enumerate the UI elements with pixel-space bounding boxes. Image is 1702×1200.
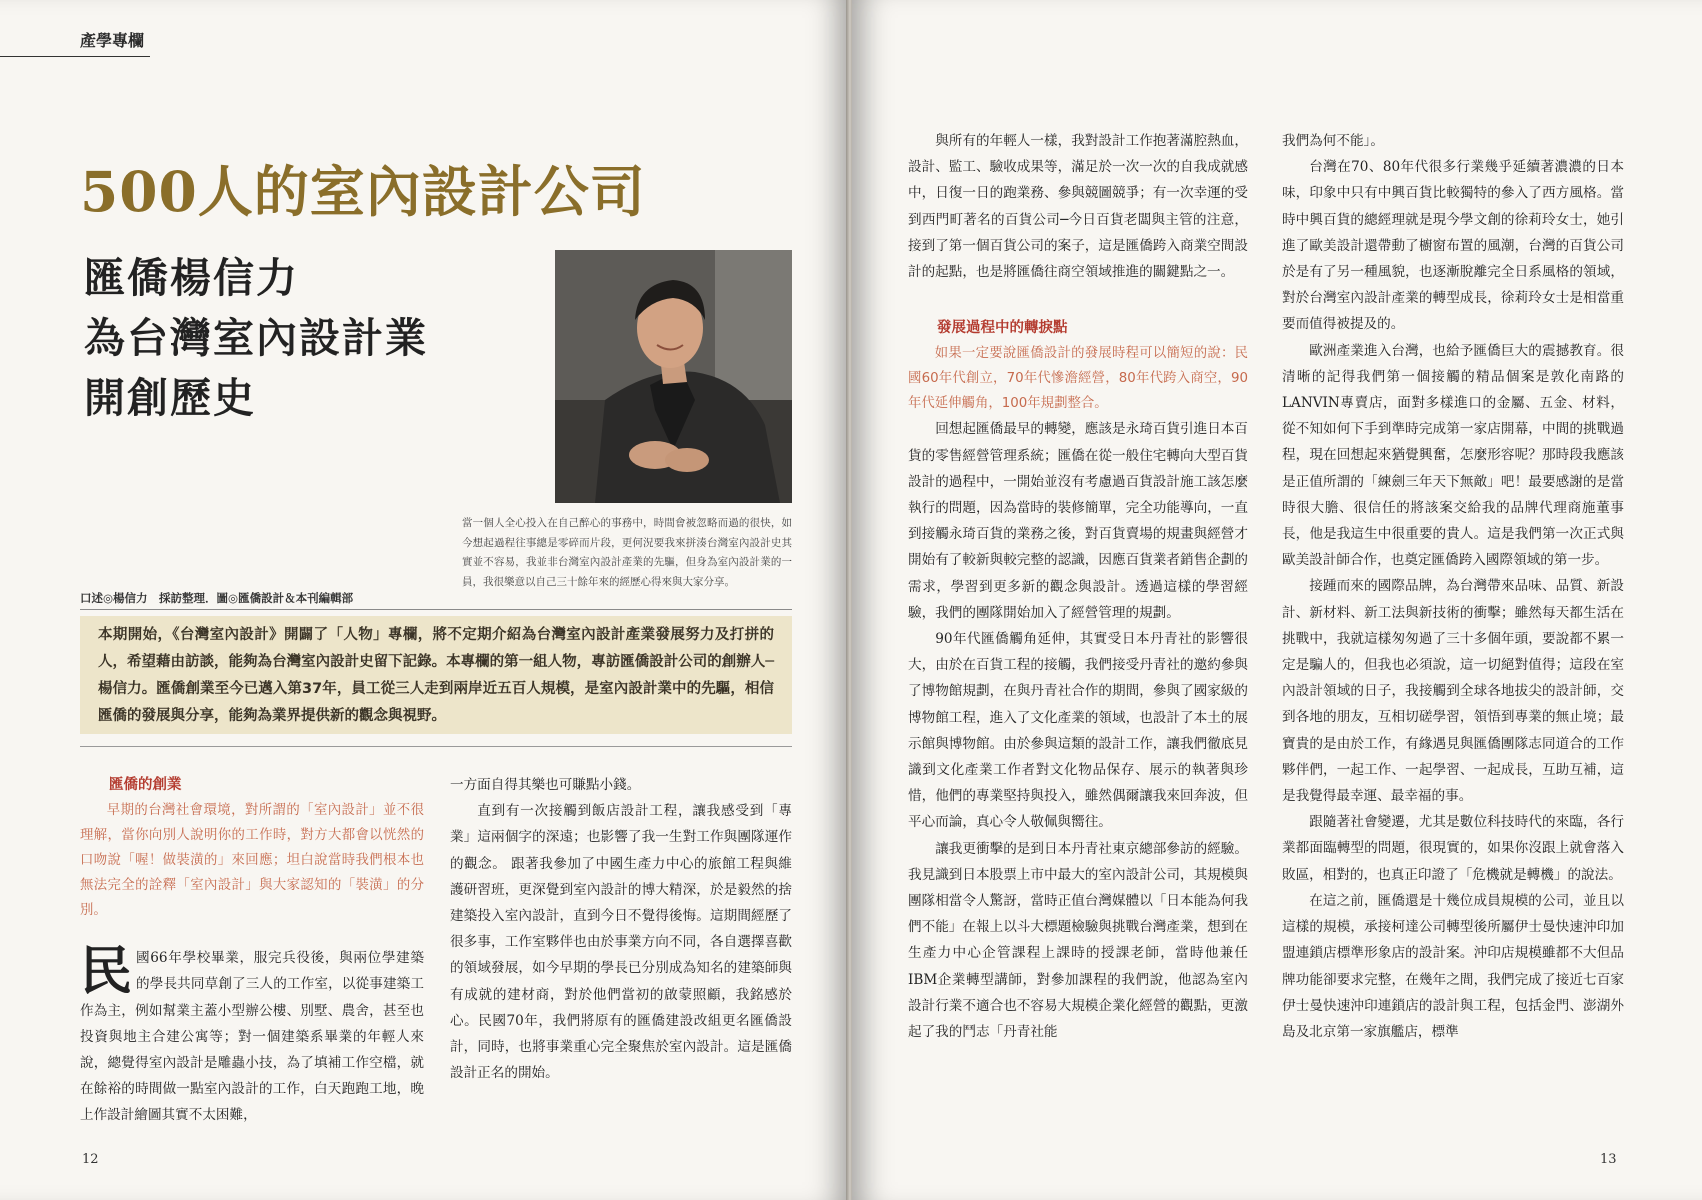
section-heading: 匯僑的創業	[109, 777, 182, 793]
intro-box: 本期開始，《台灣室內設計》開闢了「人物」專欄，將不定期介紹為台灣室內設計產業發展努力及打拼的人，希望藉由訪談，能夠為台灣室內設計史留下記錄。本專欄的第一組人物，專訪匯僑設計公司的創辦人─楊信力。匯僑創業至今已邁入第37年，員工從三人走到兩岸近五百人規模，是室內設計業中的先驅，相信匯僑的發展與分享，能夠為業界提供新的觀念與視野。	[80, 616, 792, 734]
left-column-2	[450, 772, 792, 1086]
lead-paragraph: 早期的台灣社會環境，對所謂的「室內設計」並不很理解，當你向別人說明你的工作時，對方大都會以恍然的口吻說「喔！做裝潢的」來回應；坦白說當時我們根本也無法完全的詮釋「室內設計」與大家認知的「裝潢」的分別。	[80, 803, 424, 919]
body-paragraph: 直到有一次接觸到飯店設計工程，讓我感受到「專業」這兩個字的深遠；也影響了我一生對工作與團隊運作的觀念。 跟著我參加了中國生產力中心的旅館工程與維護研習班，更深覺到室內設計的博大精深，於是毅然的捨建築投入室內設計，直到今日不覺得後悔。這期間經歷了很多事，工作室夥伴也由於事業方向不同，各自選擇喜歡的領域發展，如今早期的學長已分別成為知名的建築師與有成就的建材商，對於他們當初的啟蒙照顧，我銘感於心。民國70年，我們將原有的匯僑建設改組更名匯僑設計，同時，也將事業重心完全聚焦於室內設計。這是匯僑設計正名的開始。	[450, 803, 792, 1082]
section-rule	[0, 56, 150, 57]
portrait-photo	[555, 250, 792, 503]
box-rule	[80, 746, 792, 747]
credit-rule	[80, 609, 792, 610]
right-column-2	[1282, 128, 1624, 1045]
drop-cap: 民	[80, 941, 133, 1003]
subtitle-line-1: 匯僑楊信力	[84, 254, 299, 302]
left-column-1	[80, 772, 424, 1129]
lead-paragraph: 如果一定要說匯僑設計的發展時程可以簡短的說：民國60年代創立，70年代慘澹經營，80年代跨入商空，90年代延伸觸角，100年規劃整合。	[908, 346, 1248, 412]
body-paragraph: 讓我更衝擊的是到日本丹青社東京總部參訪的經驗。我見識到日本股票上市中最大的室內設計公司，其規模與團隊相當令人驚訝，當時正值台灣媒體以「日本能為何我們不能」在報上以斗大標題檢驗與挑戰台灣產業，想到在生產力中心企管課程上課時的授課老師，當時他兼任IBM企業轉型講師，對參加課程的我們說，他認為室內設計行業不適合也不容易大規模企業化經營的觀點，更激起了我的鬥志「丹青社能	[908, 840, 1248, 1041]
section-label: 產學專欄	[80, 31, 145, 50]
body-paragraph: 與所有的年輕人一樣，我對設計工作抱著滿腔熱血，設計、監工、驗收成果等，滿足於一次一次的自我成就感中，日復一日的跑業務、參與競圖競爭；有一次幸運的受到西門町著名的百貨公司─今日百貨老闆與主管的注意，接到了第一個百貨公司的案子，這是匯僑跨入商業空間設計的起點，也是將匯僑往商空領域推進的關鍵點之一。	[908, 133, 1248, 281]
credits: 口述◎楊信力 採訪整理．圖◎匯僑設計＆本刊編輯部	[80, 591, 354, 605]
body-paragraph: 一方面自得其樂也可賺點小錢。	[450, 777, 641, 793]
body-paragraph: 我們為何不能」。	[1282, 133, 1384, 149]
body-paragraph	[80, 941, 424, 1128]
page-number: 12	[82, 1152, 99, 1167]
body-paragraph: 接踵而來的國際品牌，為台灣帶來品味、品質、新設計、新材料、新工法與新技術的衝擊；雖然每天都生活在挑戰中，我就這樣匆匆過了三十多個年頭，要說都不累一定是騙人的，但我也必須說，這一切絕對值得；這段在室內設計領域的日子，我接觸到全球各地拔尖的設計師，交到各地的朋友，互相切磋學習，領悟到專業的無止境；最寶貴的是由於工作，有緣遇見與匯僑團隊志同道合的工作夥伴們，一起工作、一起學習、一起成長，互助互補，這是我覺得最幸運、最幸福的事。	[1282, 578, 1624, 805]
body-paragraph: 台灣在70、80年代很多行業幾乎延續著濃濃的日本味，印象中只有中興百貨比較獨特的參入了西方風格。當時中興百貨的總經理就是現今學文創的徐莉玲女士，她引進了歐美設計還帶動了櫥窗布置的風潮，台灣的百貨公司於是有了另一種風貌，也逐漸脫離完全日系風格的領域，對於台灣室內設計產業的轉型成長，徐莉玲女士是相當重要而值得被提及的。	[1282, 159, 1624, 333]
right-page	[852, 0, 1702, 1200]
body-paragraph: 跟隨著社會變遷，尤其是數位科技時代的來臨，各行業都面臨轉型的問題，很現實的，如果你沒跟上就會落入敗區，相對的，也真正印證了「危機就是轉機」的說法。	[1282, 814, 1624, 883]
subtitle-line-3: 開創歷史	[84, 374, 256, 422]
section-heading: 發展過程中的轉捩點	[937, 320, 1068, 337]
page-number: 13	[1600, 1152, 1617, 1167]
body-paragraph: 90年代匯僑觸角延伸，其實受日本丹青社的影響很大，由於在百貨工程的接觸，我們接受丹青社的邀約參與了博物館規劃，在與丹青社合作的期間，參與了國家級的博物館工程，進入了文化產業的領域，也設計了本土的展示館與博物館。由於參與這類的設計工作，讓我們徹底見識到文化產業工作者對文化物品保存、展示的執著與珍惜，他們的專業堅持與投入，雖然偶爾讓我來回奔波，但平心而論，真心令人敬佩與嚮往。	[908, 631, 1248, 831]
photo-caption: 當一個人全心投入在自己醉心的事務中，時間會被忽略而過的很快，如今想起過程往事總是零碎而片段，更何況要我來拼湊台灣室內設計史其實並不容易，我並非台灣室內設計產業的先驅，但身為室內設計業的一員，我很樂意以自己三十餘年來的經歷心得來與大家分享。	[462, 517, 792, 588]
right-column-1	[908, 128, 1248, 1045]
body-text: 國66年學校畢業，服完兵役後，與兩位學建築的學長共同草創了三人的工作室，以從事建築工作為主，例如幫業主蓋小型辦公樓、別墅、農舍，甚至也投資與地主合建公寓等；對一個建築系畢業的年輕人來說，總覺得室內設計是雕蟲小技，為了填補工作空檔，就在餘裕的時間做一點室內設計的工作，白天跑跑工地，晚上作設計繪圖其實不太困難，	[80, 950, 424, 1124]
body-paragraph: 歐洲產業進入台灣，也給予匯僑巨大的震撼教育。很清晰的記得我們第一個接觸的精品個案是敦化南路的LANVIN專賣店，面對多樣進口的金屬、五金、材料，從不知如何下手到準時完成第一家店開幕，中間的挑戰過程，現在回想起來猶覺興奮，怎麼形容呢？那時段我應該是正值所謂的「練劍三年天下無敵」吧！最要感謝的是當時很大膽、很信任的將該案交給我的品牌代理商施董事長，他是我這生中很重要的貴人。這是我們第一次正式與歐美設計師合作，也奠定匯僑跨入國際領域的第一步。	[1282, 342, 1624, 569]
left-page	[0, 0, 848, 1200]
subtitle-line-2: 為台灣室內設計業	[84, 314, 428, 362]
article-title: 500人的室內設計公司	[80, 159, 646, 224]
body-paragraph: 回想起匯僑最早的轉變，應該是永琦百貨引進日本百貨的零售經營管理系統；匯僑在從一般住宅轉向大型百貨設計的過程中，一開始並沒有考慮過百貨設計施工該怎麼執行的問題，因為當時的裝修簡單，完全功能導向，一直到接觸永琦百貨的業務之後，對百貨賣場的規畫與經營才開始有了較新與較完整的認識，因應百貨業者銷售企劃的需求，學習到更多新的觀念與設計。透過這樣的學習經驗，我們的團隊開始加入了經營管理的規劃。	[908, 421, 1248, 621]
body-paragraph: 在這之前，匯僑還是十幾位成員規模的公司，並且以這樣的規模，承接柯達公司轉型後所屬伊士曼快速沖印加盟連鎖店標準形象店的設計案。沖印店規模雖都不大但品牌功能卻要求完整，在幾年之間，我們完成了接近七百家伊士曼快速沖印連鎖店的設計與工程，包括金門、澎湖外島及北京第一家旗艦店，標準	[1282, 892, 1624, 1040]
